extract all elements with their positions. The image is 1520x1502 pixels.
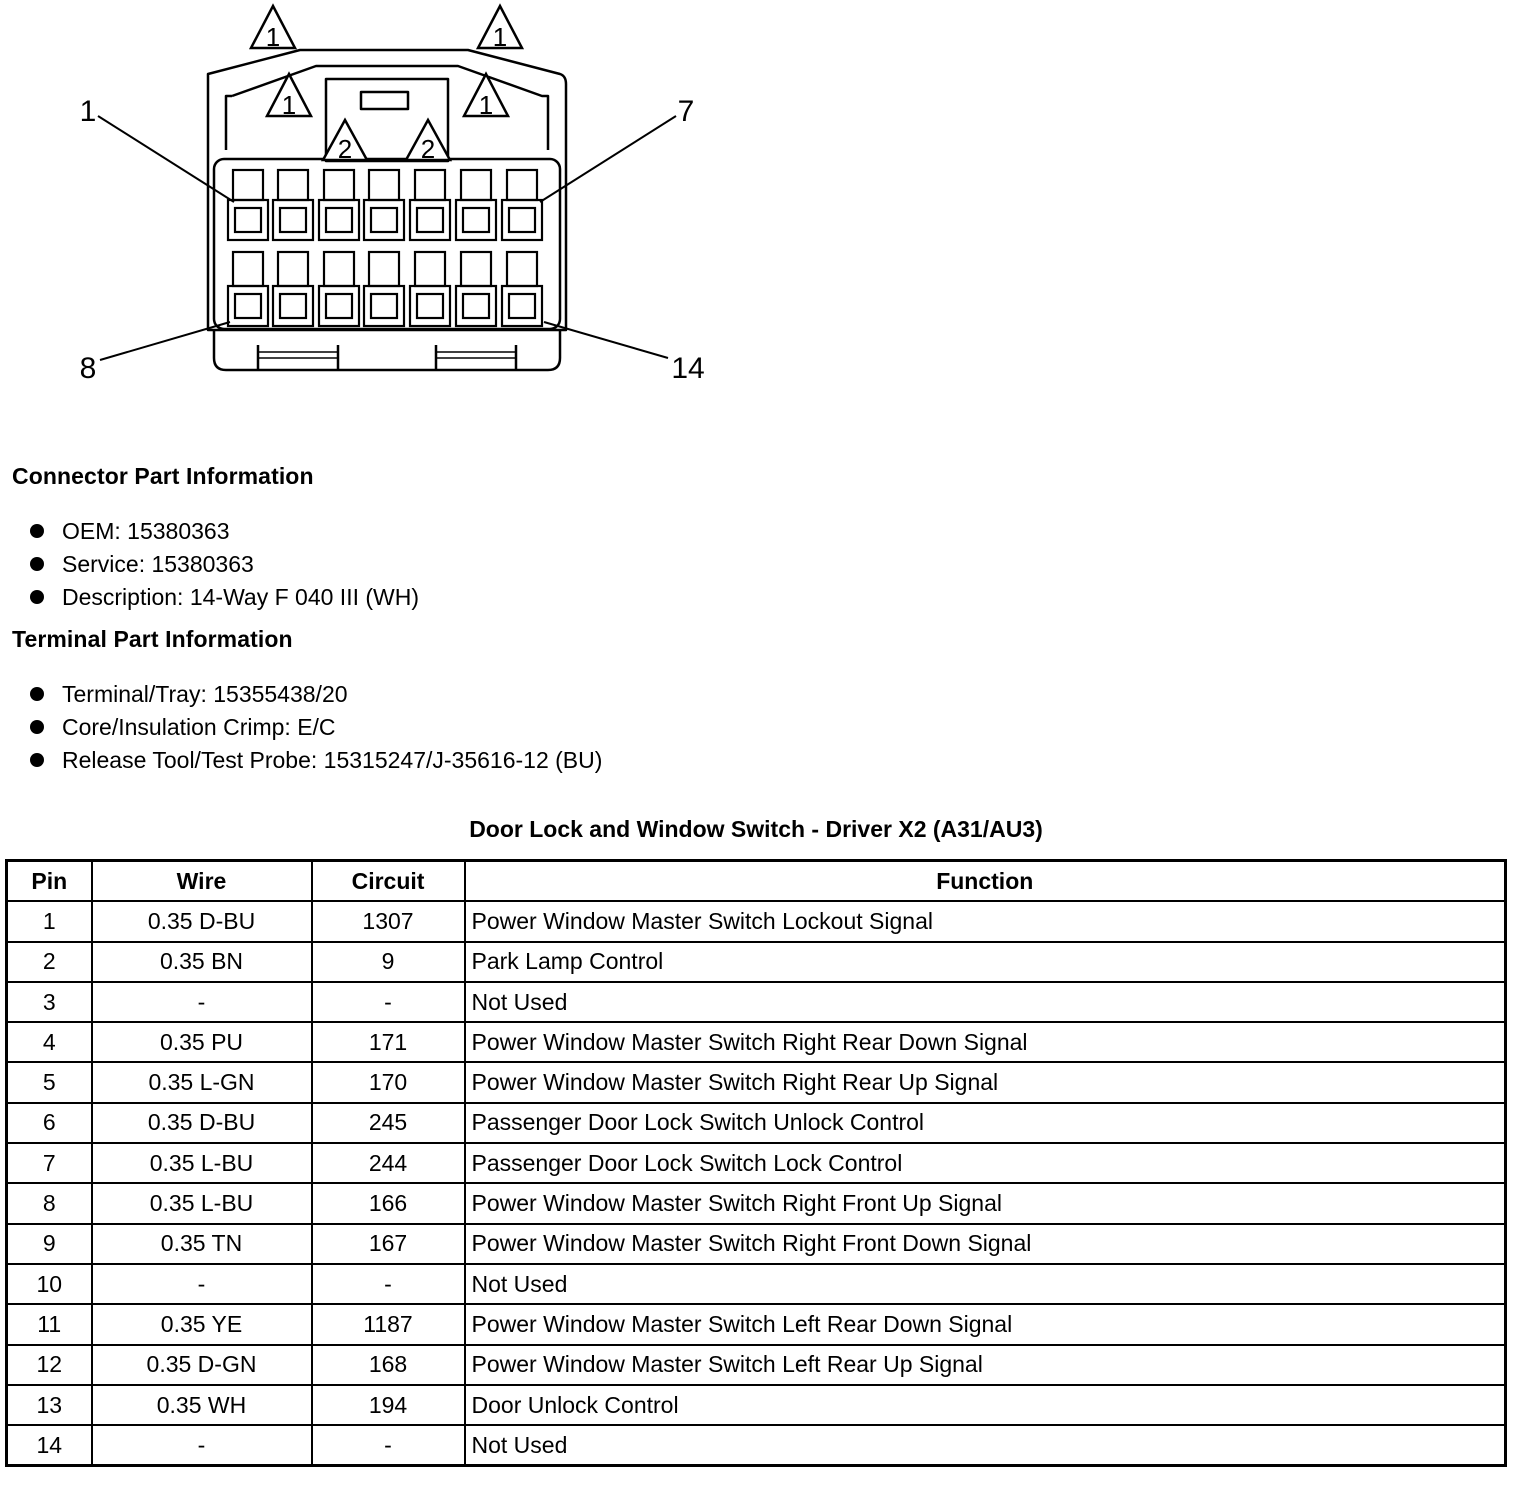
cell-circuit: 170 — [312, 1062, 465, 1102]
leader-line-pin-7 — [540, 116, 676, 202]
note-number: 2 — [337, 134, 353, 164]
table-row — [7, 1022, 1506, 1062]
cell-function: Passenger Door Lock Switch Unlock Control — [465, 1103, 1506, 1143]
list-item — [28, 515, 419, 548]
note-number: 2 — [420, 134, 436, 164]
cell-pin: 10 — [7, 1264, 92, 1304]
table-row — [7, 1304, 1506, 1344]
table-row — [7, 1224, 1506, 1264]
note-number: 1 — [478, 90, 494, 120]
cell-circuit: 166 — [312, 1183, 465, 1223]
list-item-text: Release Tool/Test Probe: 15315247/J-35616-12 (BU) — [62, 747, 603, 773]
cell-pin: 1 — [7, 901, 92, 941]
connector-latch-slot — [361, 92, 408, 109]
cell-wire: 0.35 TN — [92, 1224, 312, 1264]
cell-pin: 14 — [7, 1425, 92, 1466]
cell-pin: 11 — [7, 1304, 92, 1344]
table-row — [7, 982, 1506, 1022]
list-item-text: Description: 14-Way F 040 III (WH) — [62, 584, 420, 610]
column-header-circuit: Circuit — [312, 861, 465, 902]
cell-function: Not Used — [465, 982, 1506, 1022]
cell-function: Power Window Master Switch Left Rear Up Signal — [465, 1345, 1506, 1385]
terminal-cavity — [364, 170, 404, 240]
list-item-text: Service: 15380363 — [62, 551, 254, 577]
cell-wire: - — [92, 1425, 312, 1466]
terminal-cavity — [319, 170, 359, 240]
cell-wire: 0.35 D-BU — [92, 1103, 312, 1143]
table-row — [7, 1143, 1506, 1183]
terminal-row-bottom — [228, 252, 542, 326]
cell-circuit: 244 — [312, 1143, 465, 1183]
list-item-text: Terminal/Tray: 15355438/20 — [62, 681, 348, 707]
pin-label-7: 7 — [677, 95, 695, 128]
cell-circuit: - — [312, 982, 465, 1022]
cell-wire: 0.35 L-GN — [92, 1062, 312, 1102]
note-number: 1 — [265, 22, 281, 52]
cell-circuit: 245 — [312, 1103, 465, 1143]
column-header-function: Function — [465, 861, 1506, 902]
cell-function: Power Window Master Switch Right Rear Up Signal — [465, 1062, 1506, 1102]
list-item — [28, 744, 602, 777]
leader-line-pin-8 — [100, 322, 230, 360]
cell-wire: 0.35 YE — [92, 1304, 312, 1344]
terminal-row-top — [228, 170, 542, 240]
terminal-cavity — [410, 252, 450, 326]
cell-pin: 9 — [7, 1224, 92, 1264]
table-row — [7, 1264, 1506, 1304]
pinout-table — [5, 859, 1507, 1467]
cell-function: Not Used — [465, 1264, 1506, 1304]
cell-circuit: 167 — [312, 1224, 465, 1264]
list-item — [28, 548, 419, 581]
column-header-wire: Wire — [92, 861, 312, 902]
cell-function: Door Unlock Control — [465, 1385, 1506, 1425]
cell-circuit: 1307 — [312, 901, 465, 941]
terminal-part-list — [28, 678, 602, 777]
list-item-text: OEM: 15380363 — [62, 518, 230, 544]
terminal-cavity — [273, 252, 313, 326]
cell-pin: 12 — [7, 1345, 92, 1385]
cell-circuit: 9 — [312, 942, 465, 982]
cell-pin: 6 — [7, 1103, 92, 1143]
list-item — [28, 581, 419, 614]
cell-wire: 0.35 L-BU — [92, 1143, 312, 1183]
pin-label-14: 14 — [671, 352, 705, 385]
list-item-text: Core/Insulation Crimp: E/C — [62, 714, 336, 740]
cell-function: Park Lamp Control — [465, 942, 1506, 982]
table-header-row — [7, 861, 1506, 902]
cell-circuit: 171 — [312, 1022, 465, 1062]
table-title: Door Lock and Window Switch - Driver X2 (A31/AU3) — [469, 816, 1043, 842]
terminal-cavity — [228, 170, 268, 240]
cell-wire: 0.35 WH — [92, 1385, 312, 1425]
terminal-cavity — [410, 170, 450, 240]
connector-part-list — [28, 515, 419, 614]
cell-pin: 4 — [7, 1022, 92, 1062]
table-row — [7, 1062, 1506, 1102]
cell-wire: 0.35 L-BU — [92, 1183, 312, 1223]
cell-wire: 0.35 D-GN — [92, 1345, 312, 1385]
bullet-icon — [30, 720, 44, 734]
cell-circuit: - — [312, 1425, 465, 1466]
table-row — [7, 901, 1506, 941]
terminal-cavity — [228, 252, 268, 326]
cell-pin: 3 — [7, 982, 92, 1022]
table-row — [7, 942, 1506, 982]
cell-wire: 0.35 D-BU — [92, 901, 312, 941]
bullet-icon — [30, 590, 44, 604]
cell-pin: 5 — [7, 1062, 92, 1102]
cell-wire: 0.35 PU — [92, 1022, 312, 1062]
table-row — [7, 1183, 1506, 1223]
cell-function: Power Window Master Switch Right Front Up Signal — [465, 1183, 1506, 1223]
column-header-pin: Pin — [7, 861, 92, 902]
cell-function: Power Window Master Switch Left Rear Down Signal — [465, 1304, 1506, 1344]
list-item — [28, 711, 602, 744]
cell-function: Power Window Master Switch Right Rear Down Signal — [465, 1022, 1506, 1062]
terminal-part-heading: Terminal Part Information — [12, 626, 293, 652]
cell-pin: 13 — [7, 1385, 92, 1425]
terminal-cavity — [364, 252, 404, 326]
terminal-cavity — [502, 170, 542, 240]
cell-function: Not Used — [465, 1425, 1506, 1466]
cell-function: Power Window Master Switch Right Front Down Signal — [465, 1224, 1506, 1264]
leader-line-pin-1 — [98, 116, 234, 202]
connector-bottom-rail — [214, 330, 560, 370]
note-number: 1 — [281, 90, 297, 120]
table-row — [7, 1425, 1506, 1466]
terminal-cavity — [273, 170, 313, 240]
cell-circuit: 194 — [312, 1385, 465, 1425]
table-row — [7, 1103, 1506, 1143]
bullet-icon — [30, 524, 44, 538]
list-item — [28, 678, 602, 711]
bullet-icon — [30, 557, 44, 571]
cell-circuit: 1187 — [312, 1304, 465, 1344]
note-number: 1 — [492, 22, 508, 52]
cell-function: Passenger Door Lock Switch Lock Control — [465, 1143, 1506, 1183]
leader-line-pin-14 — [544, 322, 668, 358]
cell-pin: 8 — [7, 1183, 92, 1223]
table-row — [7, 1345, 1506, 1385]
table-row — [7, 1385, 1506, 1425]
cell-pin: 2 — [7, 942, 92, 982]
terminal-cavity — [319, 252, 359, 326]
cell-circuit: 168 — [312, 1345, 465, 1385]
cell-circuit: - — [312, 1264, 465, 1304]
cell-function: Power Window Master Switch Lockout Signal — [465, 901, 1506, 941]
cell-wire: - — [92, 1264, 312, 1304]
connector-diagram — [0, 0, 720, 400]
cell-wire: 0.35 BN — [92, 942, 312, 982]
cell-pin: 7 — [7, 1143, 92, 1183]
bullet-icon — [30, 687, 44, 701]
terminal-cavity — [502, 252, 542, 326]
pin-label-1: 1 — [79, 95, 97, 128]
pin-label-8: 8 — [79, 352, 97, 385]
cell-wire: - — [92, 982, 312, 1022]
bullet-icon — [30, 753, 44, 767]
terminal-cavity — [456, 252, 496, 326]
terminal-cavity — [456, 170, 496, 240]
connector-part-heading: Connector Part Information — [12, 463, 314, 489]
